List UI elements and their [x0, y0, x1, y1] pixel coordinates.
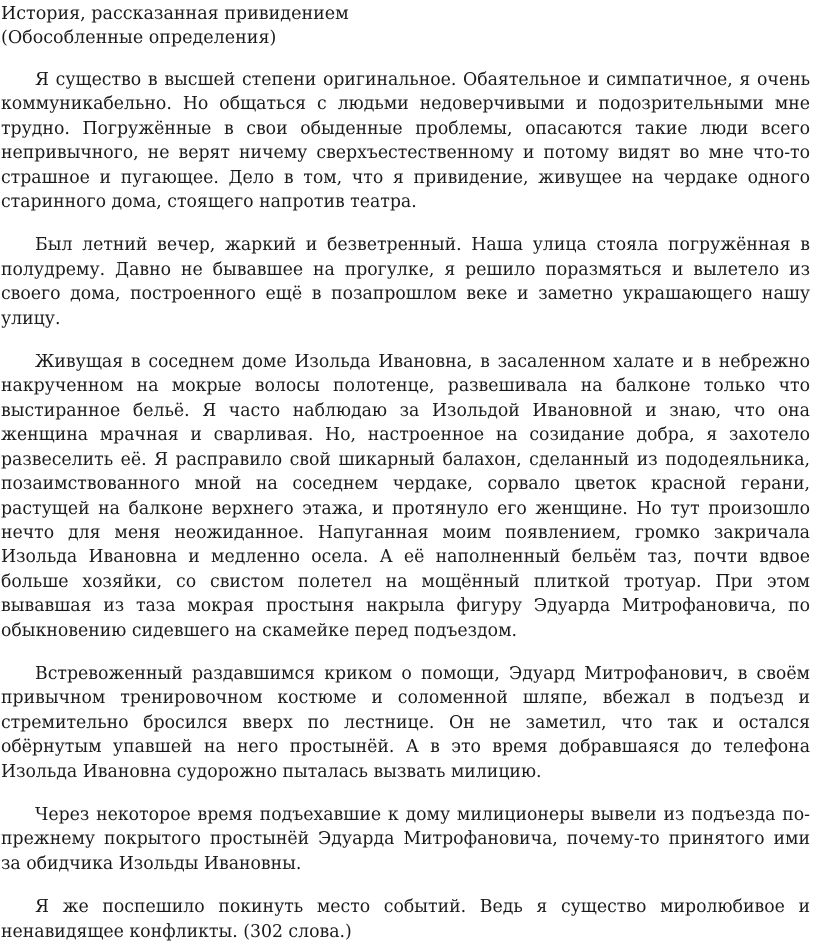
paragraph-4: Встревоженный раздавшимся криком о помощи, Эдуард Митрофанович, в своём привычном тренировочном костюме и соломенной шляпе, вбежал в подъезд и стремительно бросился вверх по лестнице. Он не заметил, что так и остался обёрнутым упавшей на него простынёй. А в это время добравшаяся до телефона Изольда Ивановна судорожно пыталась вызвать милицию.	[1, 663, 810, 782]
title-block	[1, 2, 810, 50]
document-title: История, рассказанная привидением	[1, 4, 349, 24]
paragraph-1: Я существо в высшей степени оригинальное. Обаятельное и симпатичное, я очень коммуникабельно. Но общаться с людьми недоверчивыми и подозрительными мне трудно. Погружённые в свои обыденные проблемы, опасаются такие люди всего непривычного, не верят ничему сверхъестественному и потому видят во мне что-то страшное и пугающее. Дело в том, что я привидение, живущее на чердаке одного старинного дома, стоящего напротив театра.	[1, 70, 810, 213]
paragraph-5: Через некоторое время подъехавшие к дому милиционеры вывели из подъезда попрежнему покрытого простынёй Эдуарда Митрофановича, почему-то принятого ими за обидчика Изольды Ивановны.	[1, 804, 810, 874]
paragraph-6: Я же поспешило покинуть место событий. Ведь я существо миролюбивое и ненавидящее конфликты. (302 слова.)	[1, 897, 810, 942]
paragraph-3: Живущая в соседнем доме Изольда Ивановна, в засаленном халате и в небрежно накрученном на мокрые волосы полотенце, развешивала на балконе только что выстиранное бельё. Я часто наблюдаю за Изольдой Ивановной и знаю, что она женщина мрачная и сварливая. Но, настроенное на созидание добра, я захотело развеселить её. Я расправило свой шикарный балахон, сделанный из пододеяльника, позаимствованного мной на соседнем чердаке, сорвало цветок красной герани, растущей на балконе верхнего этажа, и протянуло его женщине. Но тут произошло нечто для меня неожиданное. Напуганная моим появлением, громко закричала Изольда Ивановна и медленно осела. А её наполненный бельём таз, почти вдвое больше хозяйки, со свистом полетел на мощённый плиткой тротуар. При этом вывавшая из таза мокрая простыня накрыла фигуру Эдуарда Митрофановича, по обыкновению сидевшего на скамейке перед подъездом.	[1, 352, 810, 641]
document-subtitle: (Обособленные определения)	[1, 28, 277, 48]
paragraph-2: Был летний вечер, жаркий и безветренный. Наша улица стояла погружённая в полудрему. Давно не бывавшее на прогулке, я решило поразмяться и вылетело из своего дома, построенного ещё в позапрошлом веке и заметно украшающего нашу улицу.	[1, 235, 810, 329]
